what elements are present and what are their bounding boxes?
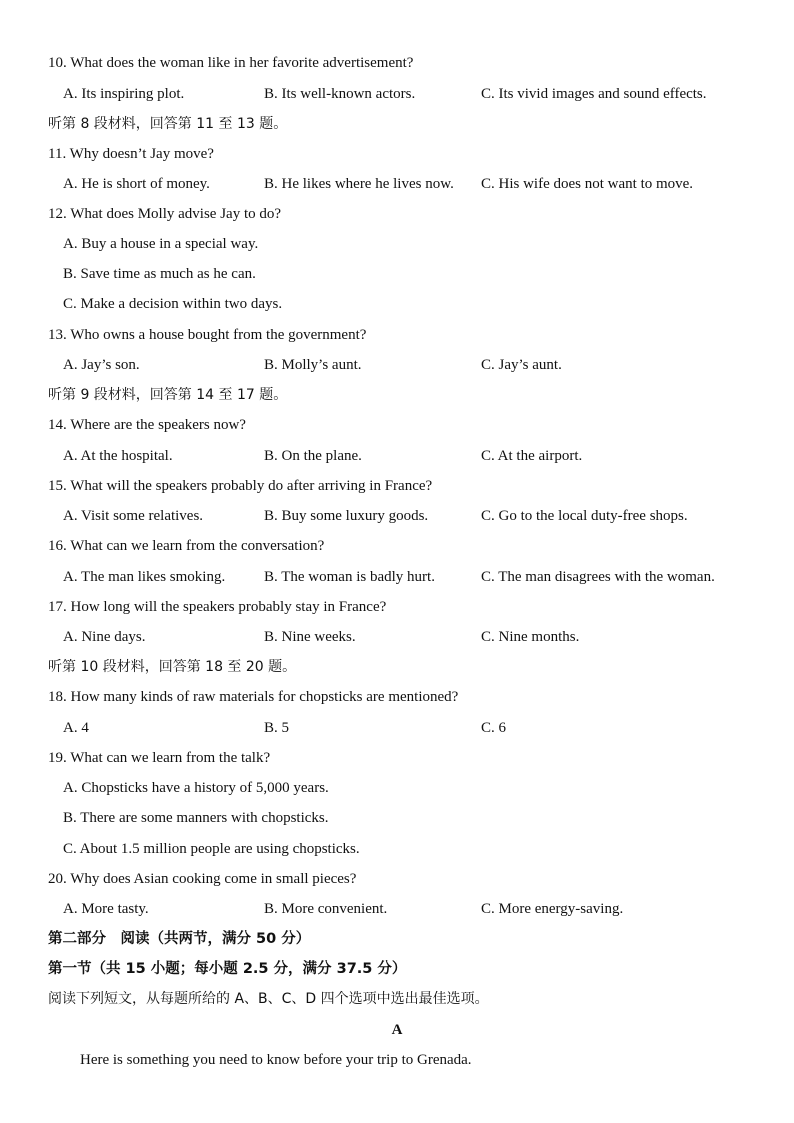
option-b: B. Its well-known actors. xyxy=(264,86,416,102)
option-b: B. On the plane. xyxy=(264,448,362,464)
option-b: B. Buy some luxury goods. xyxy=(264,508,429,524)
question-19-stem: 19. What can we learn from the talk? xyxy=(48,750,271,766)
option-c: C. The man disagrees with the woman. xyxy=(481,569,715,585)
option-c: C. At the airport. xyxy=(481,448,583,464)
option-a: A. Visit some relatives. xyxy=(63,508,204,524)
question-12-stem: 12. What does Molly advise Jay to do? xyxy=(48,206,282,222)
question-18-stem: 18. How many kinds of raw materials for chopsticks are mentioned? xyxy=(48,689,459,705)
passage-intro: Here is something you need to know before your trip to Grenada. xyxy=(80,1052,472,1068)
question-15-options xyxy=(0,505,794,527)
option-a: A. More tasty. xyxy=(63,901,149,917)
question-14-options xyxy=(0,445,794,467)
option-c: C. 6 xyxy=(481,720,507,736)
section-10-instruction: 听第 10 段材料，回答第 18 至 20 题。 xyxy=(48,659,297,675)
question-14-stem: 14. Where are the speakers now? xyxy=(48,417,246,433)
question-19-option-c: C. About 1.5 million people are using chopsticks. xyxy=(63,841,360,857)
option-c: C. Jay’s aunt. xyxy=(481,357,562,373)
option-c: C. Nine months. xyxy=(481,629,580,645)
question-16-stem: 16. What can we learn from the conversation? xyxy=(48,538,325,554)
question-18-options xyxy=(0,717,794,739)
question-16-options xyxy=(0,566,794,588)
passage-letter: A xyxy=(391,1022,403,1038)
option-b: B. Molly’s aunt. xyxy=(264,357,362,373)
part-2-heading: 第二部分 阅读（共两节，满分 50 分） xyxy=(48,931,311,947)
option-a: A. He is short of money. xyxy=(63,176,210,192)
option-a: A. The man likes smoking. xyxy=(63,569,226,585)
option-b: B. 5 xyxy=(264,720,290,736)
option-c: C. More energy-saving. xyxy=(481,901,624,917)
question-10-options xyxy=(0,83,794,105)
question-19-option-a: A. Chopsticks have a history of 5,000 years. xyxy=(63,780,329,796)
option-a: A. Jay’s son. xyxy=(63,357,140,373)
option-a: A. Nine days. xyxy=(63,629,146,645)
question-12-option-c: C. Make a decision within two days. xyxy=(63,296,283,312)
option-a: A. 4 xyxy=(63,720,89,736)
section-8-instruction: 听第 8 段材料，回答第 11 至 13 题。 xyxy=(48,116,288,132)
option-c: C. His wife does not want to move. xyxy=(481,176,694,192)
question-13-stem: 13. Who owns a house bought from the government? xyxy=(48,327,367,343)
question-17-options xyxy=(0,626,794,648)
question-19-option-b: B. There are some manners with chopsticks. xyxy=(63,810,329,826)
question-20-options xyxy=(0,898,794,920)
question-15-stem: 15. What will the speakers probably do after arriving in France? xyxy=(48,478,433,494)
reading-instructions: 阅读下列短文，从每题所给的 A、B、C、D 四个选项中选出最佳选项。 xyxy=(48,991,489,1007)
question-11-options xyxy=(0,173,794,195)
option-b: B. Nine weeks. xyxy=(264,629,356,645)
option-a: A. At the hospital. xyxy=(63,448,173,464)
section-1-heading: 第一节（共 15 小题；每小题 2.5 分，满分 37.5 分） xyxy=(48,961,407,977)
option-a: A. Its inspiring plot. xyxy=(63,86,185,102)
question-12-option-b: B. Save time as much as he can. xyxy=(63,266,256,282)
question-13-options xyxy=(0,354,794,376)
question-11-stem: 11. Why doesn’t Jay move? xyxy=(48,146,214,162)
section-9-instruction: 听第 9 段材料，回答第 14 至 17 题。 xyxy=(48,387,288,403)
option-b: B. The woman is badly hurt. xyxy=(264,569,435,585)
option-b: B. He likes where he lives now. xyxy=(264,176,454,192)
question-17-stem: 17. How long will the speakers probably stay in France? xyxy=(48,599,387,615)
option-c: C. Go to the local duty-free shops. xyxy=(481,508,688,524)
question-20-stem: 20. Why does Asian cooking come in small pieces? xyxy=(48,871,357,887)
option-c: C. Its vivid images and sound effects. xyxy=(481,86,707,102)
question-10-stem: 10. What does the woman like in her favorite advertisement? xyxy=(48,55,414,71)
option-b: B. More convenient. xyxy=(264,901,388,917)
question-12-option-a: A. Buy a house in a special way. xyxy=(63,236,259,252)
